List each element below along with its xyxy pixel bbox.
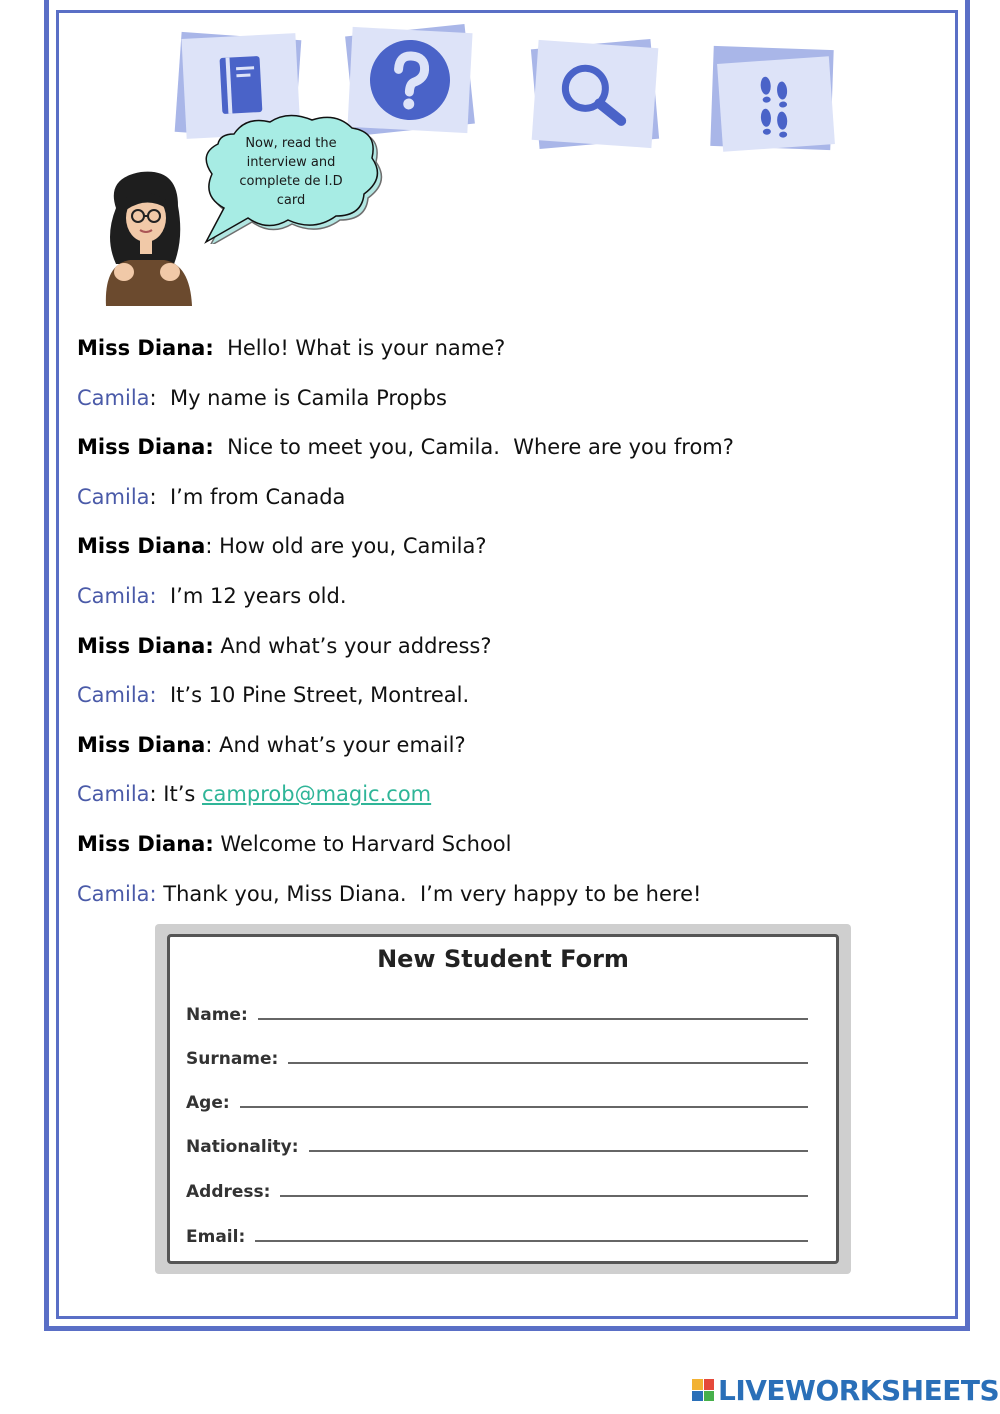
form-field-blank[interactable] — [258, 1018, 808, 1020]
dialogue-text: It’s 10 Pine Street, Montreal. — [156, 683, 470, 708]
dialogue-line — [77, 727, 937, 777]
dialogue-line — [77, 628, 937, 678]
dialogue-text: It’s — [156, 782, 203, 807]
dialogue-line — [77, 776, 937, 826]
form-field — [186, 1039, 808, 1069]
student-speaker: Camila — [77, 385, 150, 410]
form-field-label: Name: — [186, 1005, 248, 1025]
form-field-blank[interactable] — [255, 1240, 808, 1242]
logo-icon — [692, 1379, 714, 1401]
liveworksheets-logo — [692, 1372, 999, 1408]
form-field — [186, 995, 808, 1025]
speaker-colon: : — [205, 732, 213, 757]
email-link[interactable]: camprob@magic.com — [202, 782, 432, 807]
teacher-speaker: Miss Diana: — [77, 633, 214, 658]
logo-text: LIVEWORKSHEETS — [718, 1373, 1000, 1407]
dialogue-text: Hello! What is your name? — [213, 336, 506, 360]
form-field — [186, 1083, 808, 1113]
dialogue-line — [77, 578, 937, 628]
student-speaker: Camila — [77, 484, 150, 509]
dialogue-text: How old are you, Camila? — [212, 534, 487, 559]
form-field-label: Address: — [186, 1182, 271, 1202]
form-field-label: Surname: — [186, 1049, 279, 1069]
dialogue-line — [77, 330, 937, 380]
dialogue-line — [77, 528, 937, 578]
speaker-colon: : — [149, 385, 157, 410]
dialogue-text: I’m from Canada — [156, 484, 346, 509]
footprints-card — [712, 48, 832, 148]
speaker-colon: : — [205, 534, 213, 559]
student-speaker: Camila: — [77, 881, 157, 906]
speaker-colon: : — [149, 484, 157, 509]
dialogue-text: And what’s your email? — [212, 732, 466, 757]
form-field — [186, 1217, 808, 1247]
interview-dialogue — [77, 330, 937, 925]
teacher-speaker: Miss Diana: — [77, 336, 214, 360]
dialogue-text: Nice to meet you, Camila. Where are you from? — [213, 435, 734, 460]
teacher-speaker: Miss Diana — [77, 732, 206, 757]
dialogue-line — [77, 677, 937, 727]
student-speaker: Camila: — [77, 583, 157, 608]
form-field-label: Age: — [186, 1093, 230, 1113]
form-field-label: Nationality: — [186, 1137, 299, 1157]
footprints-icon — [749, 67, 804, 140]
student-speaker: Camila — [77, 782, 150, 807]
teacher-speaker: Miss Diana — [77, 534, 206, 559]
teacher-speaker: Miss Diana: — [77, 435, 214, 460]
new-student-form — [167, 934, 839, 1264]
bubble-instruction: Now, read the interview and complete de I.D card — [239, 136, 343, 208]
dialogue-line — [77, 826, 937, 876]
teacher-avatar — [86, 168, 206, 306]
form-field-blank[interactable] — [309, 1150, 808, 1152]
form-field — [186, 1127, 808, 1157]
form-field-label: Email: — [186, 1227, 246, 1247]
dialogue-text: Welcome to Harvard School — [213, 831, 512, 856]
dialogue-text: My name is Camila Propbs — [156, 385, 447, 410]
form-field-blank[interactable] — [240, 1106, 808, 1108]
dialogue-line — [77, 380, 937, 430]
dialogue-text: And what’s your address? — [213, 633, 492, 658]
dialogue-text: Thank you, Miss Diana. I’m very happy to be here! — [156, 881, 702, 906]
student-speaker: Camila: — [77, 683, 157, 708]
question-icon — [366, 36, 454, 124]
dialogue-line — [77, 876, 937, 926]
magnifier-card — [535, 44, 655, 144]
teacher-speaker: Miss Diana: — [77, 831, 214, 856]
magnifier-icon — [551, 56, 640, 132]
form-field-blank[interactable] — [288, 1062, 808, 1064]
speaker-colon: : — [149, 782, 157, 807]
dialogue-text: I’m 12 years old. — [156, 583, 347, 608]
dialogue-line — [77, 429, 937, 479]
form-field-blank[interactable] — [280, 1195, 808, 1197]
form-field — [186, 1172, 808, 1202]
dialogue-line — [77, 479, 937, 529]
form-title: New Student Form — [377, 945, 629, 973]
